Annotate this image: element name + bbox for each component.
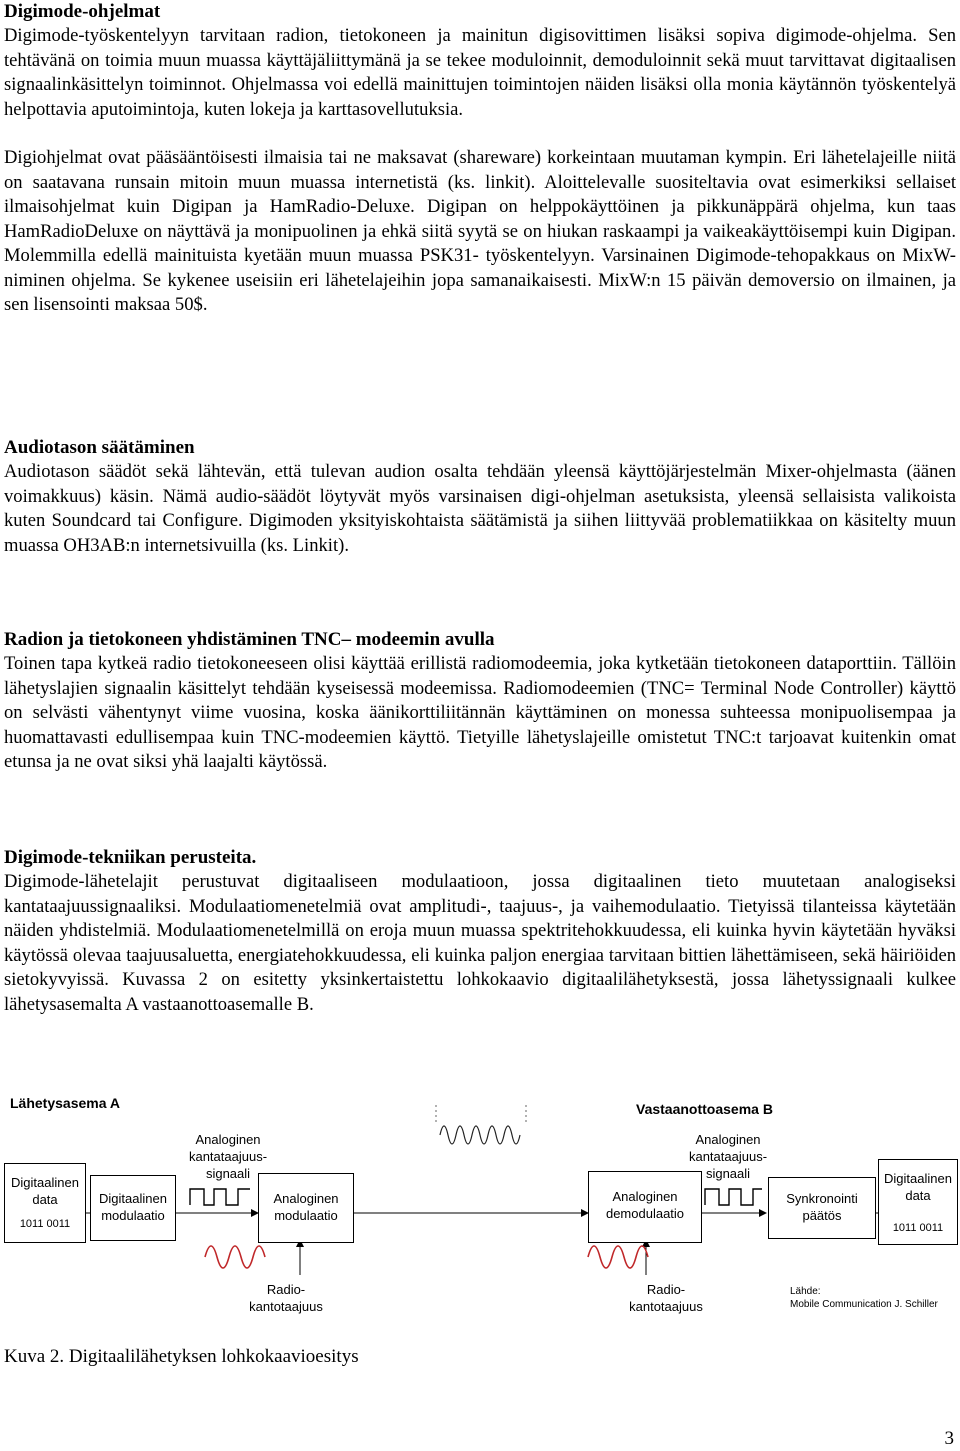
tx-bits: 1011 0011	[19, 1218, 71, 1230]
paragraph: Audiotason säädöt sekä lähtevän, että tulevan audion osalta tehdään yleensä käyttöjärjestelmän Mixer-ohjelmasta (äänen voimakkuus) käsin. Nämä audio-säädöt löytyvät myös varsinaisen digi-ohjelman asetuksista, yleensä sellaisista valikoista kuten Soundcard tai Configure. Digimoden yksityiskohtaista säätämistä ja siihen liittyvää problematiikkaa on käsitelty muun muassa OH3AB:n internetsivuilla (ks. Linkit).	[4, 461, 956, 556]
paragraph: Toinen tapa kytkeä radio tietokoneeseen olisi käyttää erillistä radiomodeemia, joka kytketään tietokoneen dataporttiin. Tällöin lähetyslajien signaalin käsittelyt tehdään kyseisessä modeemissa. Radiomodeemien (TNC= Terminal Node Controller) käyttö on selvästi vähentynyt viime vuosina, koska äänikorttiliitännän käyttäminen on monessa suhteessa monipuolisempaa ja huomattavasti edullisempaa kuin TNC-modeemien käyttö. Tietyille lähetyslajeille omistetut TNC:t tarjoavat kuitenkin omat etunsa ja ne ovat siksi yhä laajalti käytössä.	[4, 653, 956, 772]
rx-carrier-wave	[588, 1246, 648, 1268]
channel-signal	[440, 1126, 520, 1144]
sync-decision-label: Synkronointi päätös	[786, 1191, 858, 1223]
source-label: Lähde:	[790, 1286, 821, 1297]
section-heading: Digimode-ohjelmat	[4, 1, 161, 22]
paragraph: Digimode-työskentelyyn tarvitaan radion, tietokoneen ja mainitun digisovittimen lisäksi sopiva digimode-ohjelma. Sen tehtävänä on toimia muun muassa käyttäjäliittymänä ja se tekee moduloinnit, demoduloinnit sekä muut tarvittavat digitaalisen signaalinkäsittelyn toiminnot. Ohjelmassa voi edellä mainittujen toimintojen näiden lisäksi olla monia käytännön työskentelyä helpottavia aputoimintoja, kuten lokeja ja karttasovellutuksia.	[4, 25, 956, 120]
digital-modulation-box	[90, 1175, 176, 1241]
figure-caption: Kuva 2. Digitaalilähetyksen lohkokaavioesitys	[4, 1346, 359, 1367]
block-diagram	[0, 1085, 960, 1325]
source-text: Mobile Communication J. Schiller	[790, 1299, 938, 1310]
tx-carrier-label: Radio-kantotaajuus	[249, 1282, 323, 1314]
section-tnc-modem	[4, 628, 956, 775]
rx-data-box	[878, 1159, 958, 1245]
tx-data-box	[4, 1163, 86, 1243]
paragraph: Digimode-lähetelajit perustuvat digitaaliseen modulaatioon, jossa digitaalinen tieto muutetaan analogiseksi kantataajuussignaaliksi. Modulaatiomenetelmiä ovat amplitudi-, taajuus-, ja vaihemodulaatio. Tietyissä tilanteissa käytetään näiden yhdistelmiä. Modulaatiomenetelmillä on eroja muun muassa spektritehokkuudessa, eli kuinka hyvin käytetään hyväksi käytössä olevaa taajuusaluetta, energiatehokkuudessa, eli kuinka paljon energiaa tarvitaan bittien lähettämiseen, sekä häiriöiden sietokyvyissä. Kuvassa 2 on esitetty yksinkertaistettu lohkokaavio digitaalilähetyksestä, jossa lähetyssignaali kulkee lähetysasemalta A vastaanottoasemalle B.	[4, 871, 956, 1015]
tx-carrier-wave	[205, 1246, 265, 1268]
section-heading: Digimode-tekniikan perusteita.	[4, 847, 257, 868]
section-audio-level	[4, 436, 956, 558]
rx-data-label: Digitaalinen data	[884, 1171, 952, 1203]
analog-modulation-box	[258, 1173, 354, 1243]
section-digimode-basics	[4, 846, 956, 1017]
section-digimode-programs	[4, 0, 956, 318]
rx-bits: 1011 0011	[892, 1222, 944, 1234]
analog-modulation-label: Analoginen modulaatio	[273, 1191, 339, 1223]
tx-data-label: Digitaalinen data	[11, 1175, 79, 1207]
rx-baseband-wave	[705, 1189, 762, 1205]
section-heading: Radion ja tietokoneen yhdistäminen TNC– modeemin avulla	[4, 629, 495, 650]
page-number: 3	[944, 1428, 954, 1449]
digital-modulation-label: Digitaalinen modulaatio	[99, 1191, 167, 1223]
sync-decision-box	[768, 1177, 876, 1239]
station-a-label: Lähetysasema A	[10, 1095, 120, 1111]
tx-baseband-label: Analoginen kantataajuus-signaali	[188, 1132, 268, 1181]
paragraph: Digiohjelmat ovat pääsääntöisesti ilmaisia tai ne maksavat (shareware) korkeintaan muutaman kympin. Eri lähetelajeille niitä on saatavana runsain mitoin muun muassa internetistä (ks. linkit). Aloittelevalle suositeltavia ovat esimerkiksi sellaiset ilmaisohjelmat kuin Digipan ja HamRadio-Deluxe. Digipan on helppokäyttöinen ja pikkunäppärä ohjelma, kun taas HamRadioDeluxe on näyttävä ja monipuolinen ja ehkä siitä syytä se on hiukan raskaampi ja vaikeakäyttöisempi kuin Digipan. Molemmilla edellä mainituista kyetään muun muassa PSK31- työskentelyyn. Varsinainen Digimode-tehopakkaus on MixW- niminen ohjelma. Se kykenee useisiin eri lähetelajeihin jopa samanaikaisesti. MixW:n 15 päivän demoversio on ilmainen, ja sen lisensointi maksaa 50$.	[4, 147, 956, 315]
section-heading: Audiotason säätäminen	[4, 437, 195, 458]
station-b-label: Vastaanottoasema B	[636, 1101, 773, 1117]
rx-carrier-label: Radio-kantotaajuus	[629, 1282, 703, 1314]
tx-baseband-wave	[190, 1189, 250, 1205]
analog-demodulation-label: Analoginen demodulaatio	[605, 1189, 685, 1221]
rx-baseband-label: Analoginen kantataajuus-signaali	[688, 1132, 768, 1181]
